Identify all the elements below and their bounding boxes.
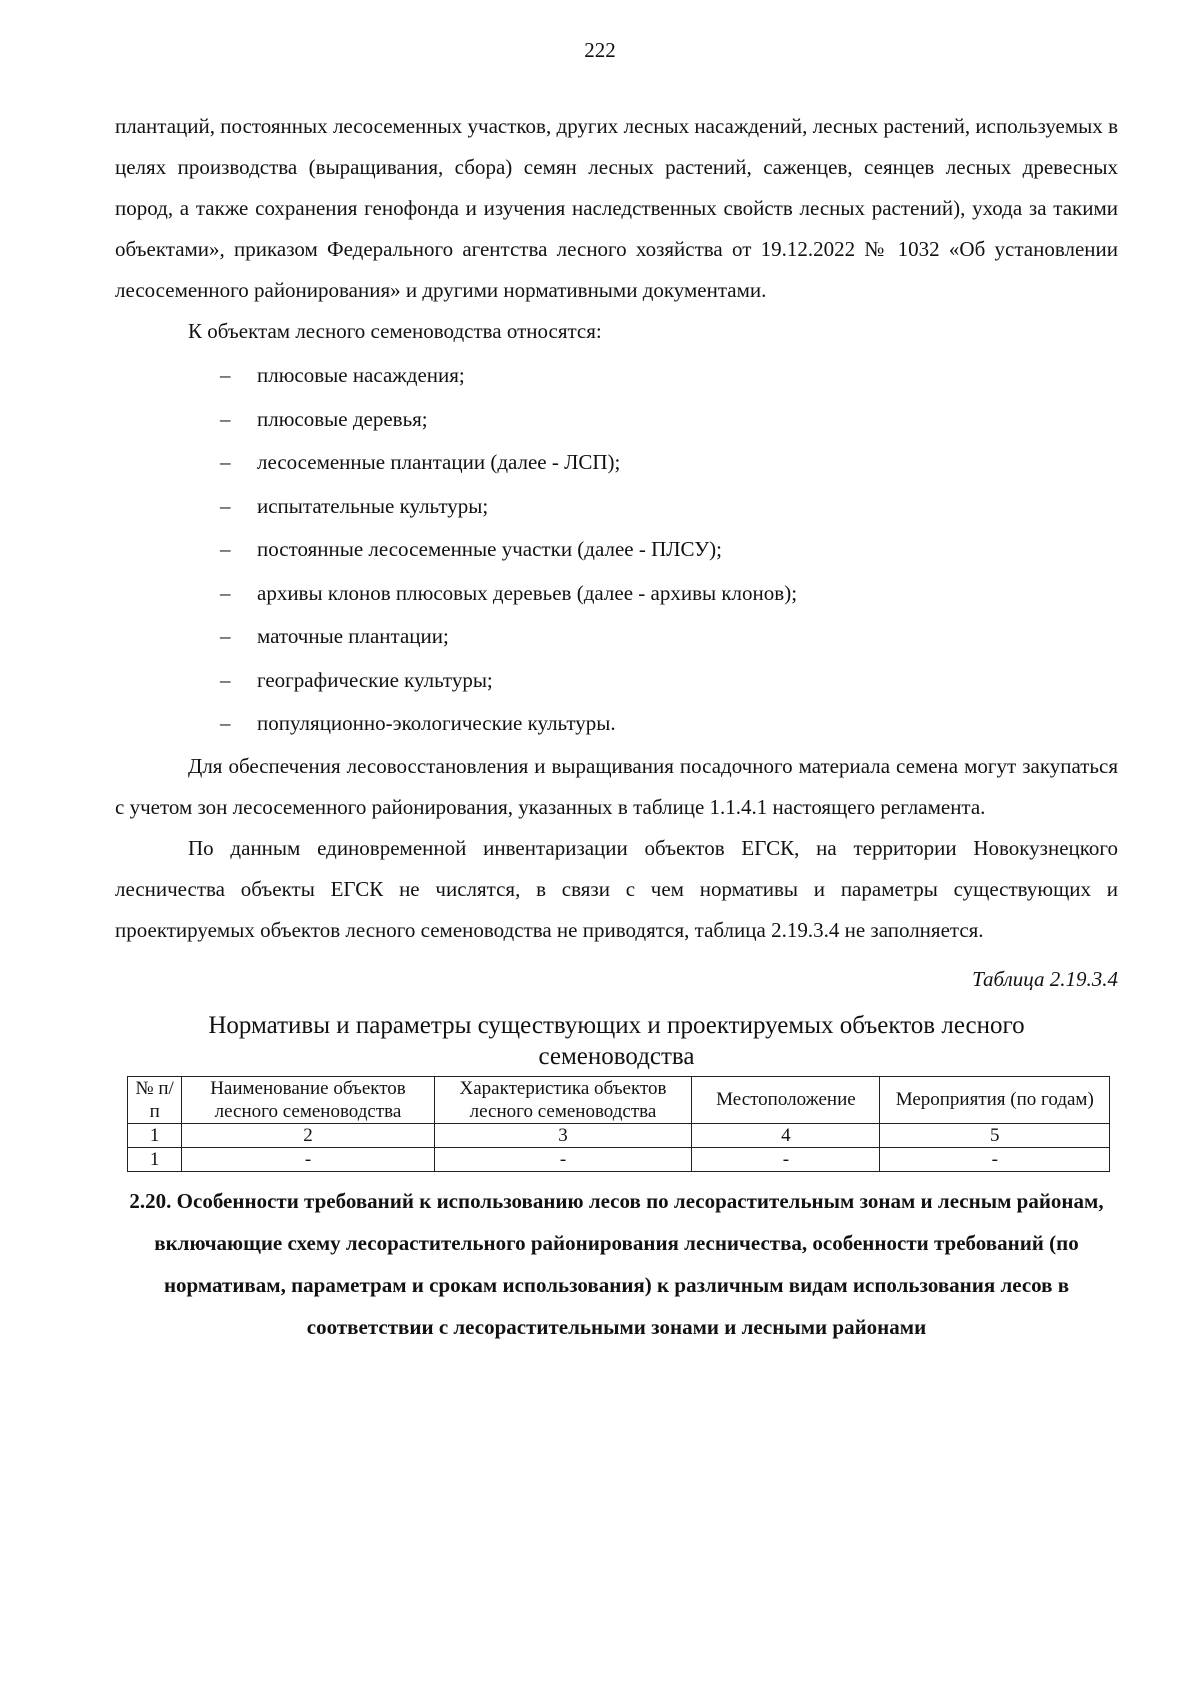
table-cell: 4 [692,1123,880,1147]
table-caption: Таблица 2.19.3.4 [972,966,1118,991]
list-dash: – [220,406,231,431]
list-item: – плюсовые насаждения; [115,354,1118,398]
page-number: 222 [584,38,616,62]
header-cell-name: Наименование объектов лесного семеноводства [182,1076,434,1123]
section-heading: 2.20. Особенности требований к использованию лесов по лесорастительным зонам и лесным районам, включающие схему лесорастительного районирования лесничества, особенности требований (по нормативам, параметрам и срокам использования) к различным видам использования лесов в соответствии с лесорастительными зонами и лесными районами [129,1188,1104,1339]
paragraph-inventory: По данным единовременной инвентаризации объектов ЕГСК, на территории Новокузнецкого лесничества объекты ЕГСК не числятся, в связи с чем нормативы и параметры существующих и проектируемых объектов лесного семеноводства не приводятся, таблица 2.19.3.4 не заполняется. [115,835,1118,942]
list-dash: – [220,450,231,474]
header-cell-characteristics: Характеристика объектов лесного семеноводства [434,1076,692,1123]
list-dash: – [220,711,231,735]
table-cell: - [434,1147,692,1171]
paragraph-seed-purchase: Для обеспечения лесовосстановления и выращивания посадочного материала семена могут закупаться с учетом зон лесосеменного районирования, указанных в таблице 1.1.4.1 настоящего регламента. [115,753,1118,819]
table-title: Нормативы и параметры существующих и проектируемых объектов лесного семеноводства [208,1011,1025,1070]
header-cell-activities: Мероприятия (по годам) [880,1076,1110,1123]
list-item: – маточные плантации; [115,615,1118,659]
list-dash: – [220,580,231,605]
seed-objects-table [127,1076,1110,1172]
list-item: – испытательные культуры; [115,485,1118,529]
table-row [128,1147,1110,1171]
table-cell: - [692,1147,880,1171]
list-item: – архивы клонов плюсовых деревьев (далее - архивы клонов); [115,572,1118,616]
list-dash: – [220,667,231,692]
list-item: – лесосеменные плантации (далее - ЛСП); [115,441,1118,485]
table-column-numbers-row [128,1123,1110,1147]
table-cell: 1 [128,1147,182,1171]
table-cell: - [880,1147,1110,1171]
table-cell: 1 [128,1123,182,1147]
paragraph-objects-intro: К объектам лесного семеноводства относятся: [188,319,602,343]
document-body [115,106,1118,1348]
header-cell-number: № п/п [128,1076,182,1123]
list-dash: – [220,624,231,648]
table-cell: 3 [434,1123,692,1147]
list-item: – плюсовые деревья; [115,398,1118,442]
list-item: – популяционно-экологические культуры. [115,702,1118,746]
table-cell: 5 [880,1123,1110,1147]
list-item: – географические культуры; [115,659,1118,703]
header-cell-location: Местоположение [692,1076,880,1123]
paragraph-continuation: плантаций, постоянных лесосеменных участков, других лесных насаждений, лесных растений, используемых в целях производства (выращивания, сбора) семян лесных растений, саженцев, сеянцев лесных древесных пород, а также сохранения генофонда и изучения наследственных свойств лесных растений), ухода за такими объектами», приказом Федерального агентства лесного хозяйства от 19.12.2022 № 1032 «Об установлении лесосеменного районирования» и другими нормативными документами. [115,114,1118,302]
table-cell: 2 [182,1123,434,1147]
seed-objects-list [115,354,1118,746]
list-dash: – [220,537,231,561]
list-dash: – [220,493,231,518]
table-header-row [128,1076,1110,1123]
table-cell: - [182,1147,434,1171]
list-item: – постоянные лесосеменные участки (далее - ПЛСУ); [115,528,1118,572]
list-dash: – [220,363,231,387]
